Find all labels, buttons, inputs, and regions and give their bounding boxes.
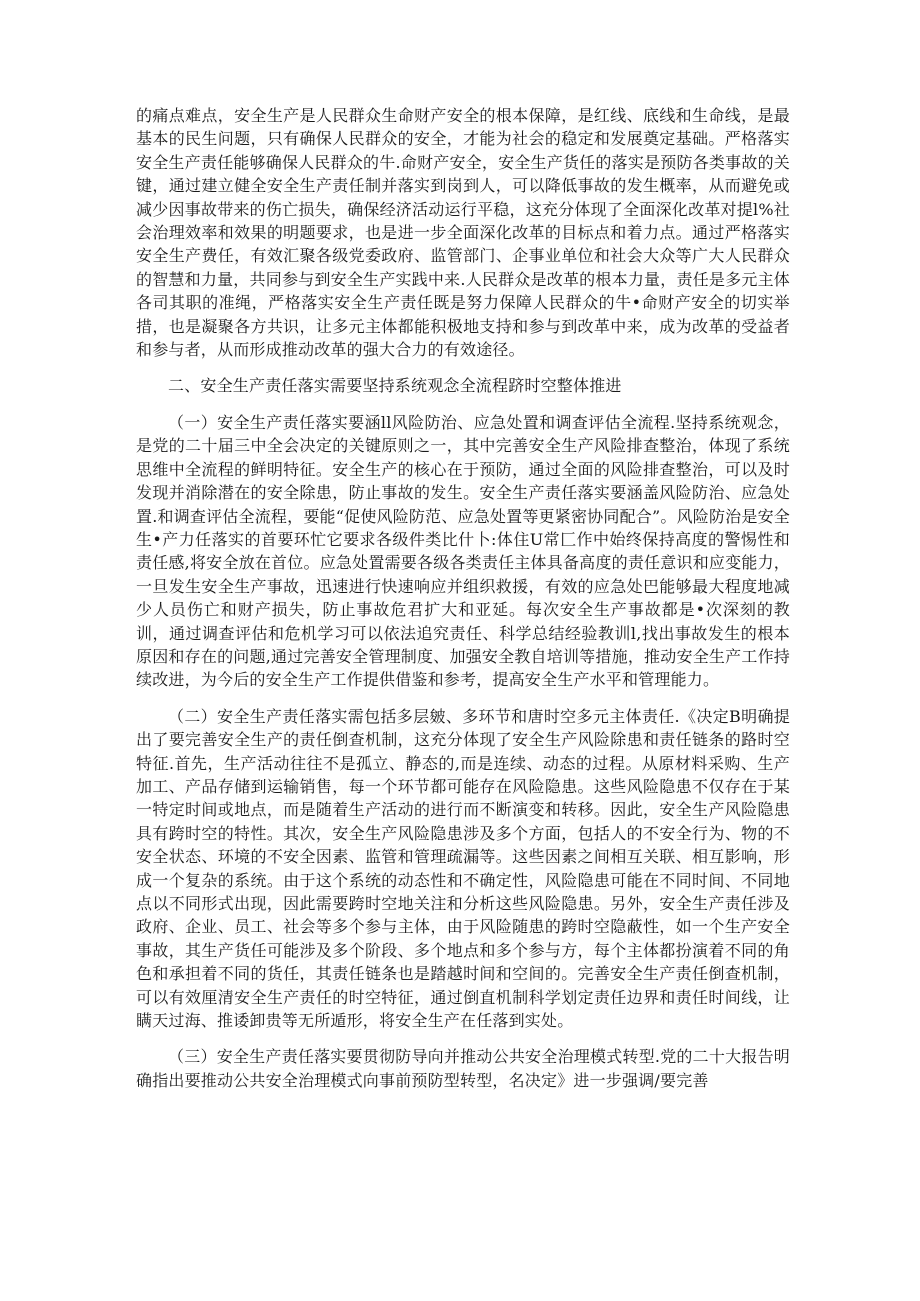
paragraph-spacer <box>136 398 790 411</box>
subsection-2-paragraph: （二）安全生产责任落实需包括多层皴、多环节和唐时空多元主体责任.《决定B明确提出了要完善安全生产的责任倒查机制，这充分体现了安全生产风险除患和责任链条的路时空特征.首先，生产活动往往不是孤立、静态的,而是连续、动态的过程。从原材料采购、生产加工、产品存储到运输销售，每一个环节都可能存在风险隐患。这些风险隐患不仅存在于某一特定时间或地点，而是随着生产活动的进行而不断演变和转移。因此，安全生产风险隐患具有跨时空的特性。其次，安全生产风险隐患涉及多个方面，包括人的不安全行为、物的不安全状态、环境的不安全因素、监管和管理疏漏等。这些因素之间相互关联、相互影响，形成一个复杂的系统。由于这个系统的动态性和不确定性，风险隐患可能在不同时间、不同地点以不同形式出现，因此需要跨时空地关注和分析这些风险隐患。另外，安全生产责任涉及政府、企业、员工、社会等多个参与主体，由于风险随患的跨时空隐蔽性，如一个生产安全事故，其生产货任可能涉及多个阶段、多个地点和多个参与方，每个主体都扮演着不同的角色和承担着不同的货任，其责任链条也是踏越时间和空间的。完善安全生产责任倒查机制，可以有效厘清安全生产责任的时空特征，通过倒直机制科学划定责任边界和责任时间线，让瞒天过海、推诿卸贵等无所遁形，将安全生产在任落到实处。 <box>136 706 790 1031</box>
paragraph-spacer <box>136 1032 790 1045</box>
paragraph-spacer <box>136 692 790 705</box>
subsection-3-paragraph: （三）安全生产责任落实要贯彻防导向并推动公共安全治理模式转型.党的二十大报告明确指出要推动公共安全治理模式向事前预防型转型，名决定》进一步强调/要完善 <box>136 1047 790 1090</box>
section-heading: 二、安全生产责任落实需要坚持系统观念全流程跻时空整体推进 <box>168 376 622 396</box>
subsection-1-paragraph: （一）安全生产责任落实要涵ll风险防治、应急处置和调查评估全流程.坚持系统观念，是党的二十届三中全会决定的关键原则之一，其中完善安全生产风险排查整治，体现了系统思维中全流程的鲜明特征。安全生产的核心在于预防，通过全面的风险排查整治，可以及时发现并消除潜在的安全除患，防止事故的发生。安全生产责任落实要涵盖风险防治、应急处置.和调查评估全流程，要能“促使风险防范、应急处置等更紧密协同配合”。风险防治是安全生•产力任落实的首要环忙它要求各级件类比什卜:体住U常匚作中始终保持高度的警惕性和责任感,将安全放在首位。应急处置需要各级各类责任主体具备高度的责任意识和应变能力，一旦发生安全生产事故，迅速进行快速响应并组织救援，有效的应急处巴能够最大程度地减少人员伤亡和财产损失，防止事故危君扩大和亚延。每次安全生产事故都是•次深刻的教训，通过调查评估和危机学习可以依法追究责任、科学总结经验教训l,找出事故发生的根本原因和存在的问题,通过完善安全管理制度、加强安全教自培训等措施，推动安全生产工作持续改进，为今后的安全生产工作提供借鉴和参考，提高安全生产水平和管理能力。 <box>136 412 790 690</box>
intro-paragraph: 的痛点难点，安全生产是人民群众生命财产安全的根本保障，是红线、底线和生命线，是最基本的民生问题，只有确保人民群众的安全，才能为社会的稳定和发展奠定基础。严格落实安全生产责任能够确保人民群众的牛.命财产安全，安全生产货任的落实是预防各类事故的关键，通过建立健全安全生产责任制并落实到岗到人，可以降低事故的发生概率，从而避免或减少因事故带来的伤亡损失，确保经济活动运行平稳，这充分体现了全面深化改革对提l%社会治理效率和效果的明题要求，也是进一步全面深化改革的目标点和着力点。通过严格落实安全生产费任，有效汇聚各级党委政府、监管部门、企事业单位和社会大众等广大人民群众的智慧和力量，共同参与到安全生产实践中来.人民群众是改革的根本力量，责任是多元主体各司其职的准绳，严格落实安全生产责任既是努力保障人民群众的牛•命财产安全的切实举措，也是凝聚各方共识，让多元主体都能积极地支持和参与到改革中来，成为改革的受益者和参与者，从而形成推动改革的强大合力的有效途径。 <box>136 106 790 360</box>
paragraph-spacer <box>136 361 790 374</box>
document-page <box>136 104 790 1092</box>
